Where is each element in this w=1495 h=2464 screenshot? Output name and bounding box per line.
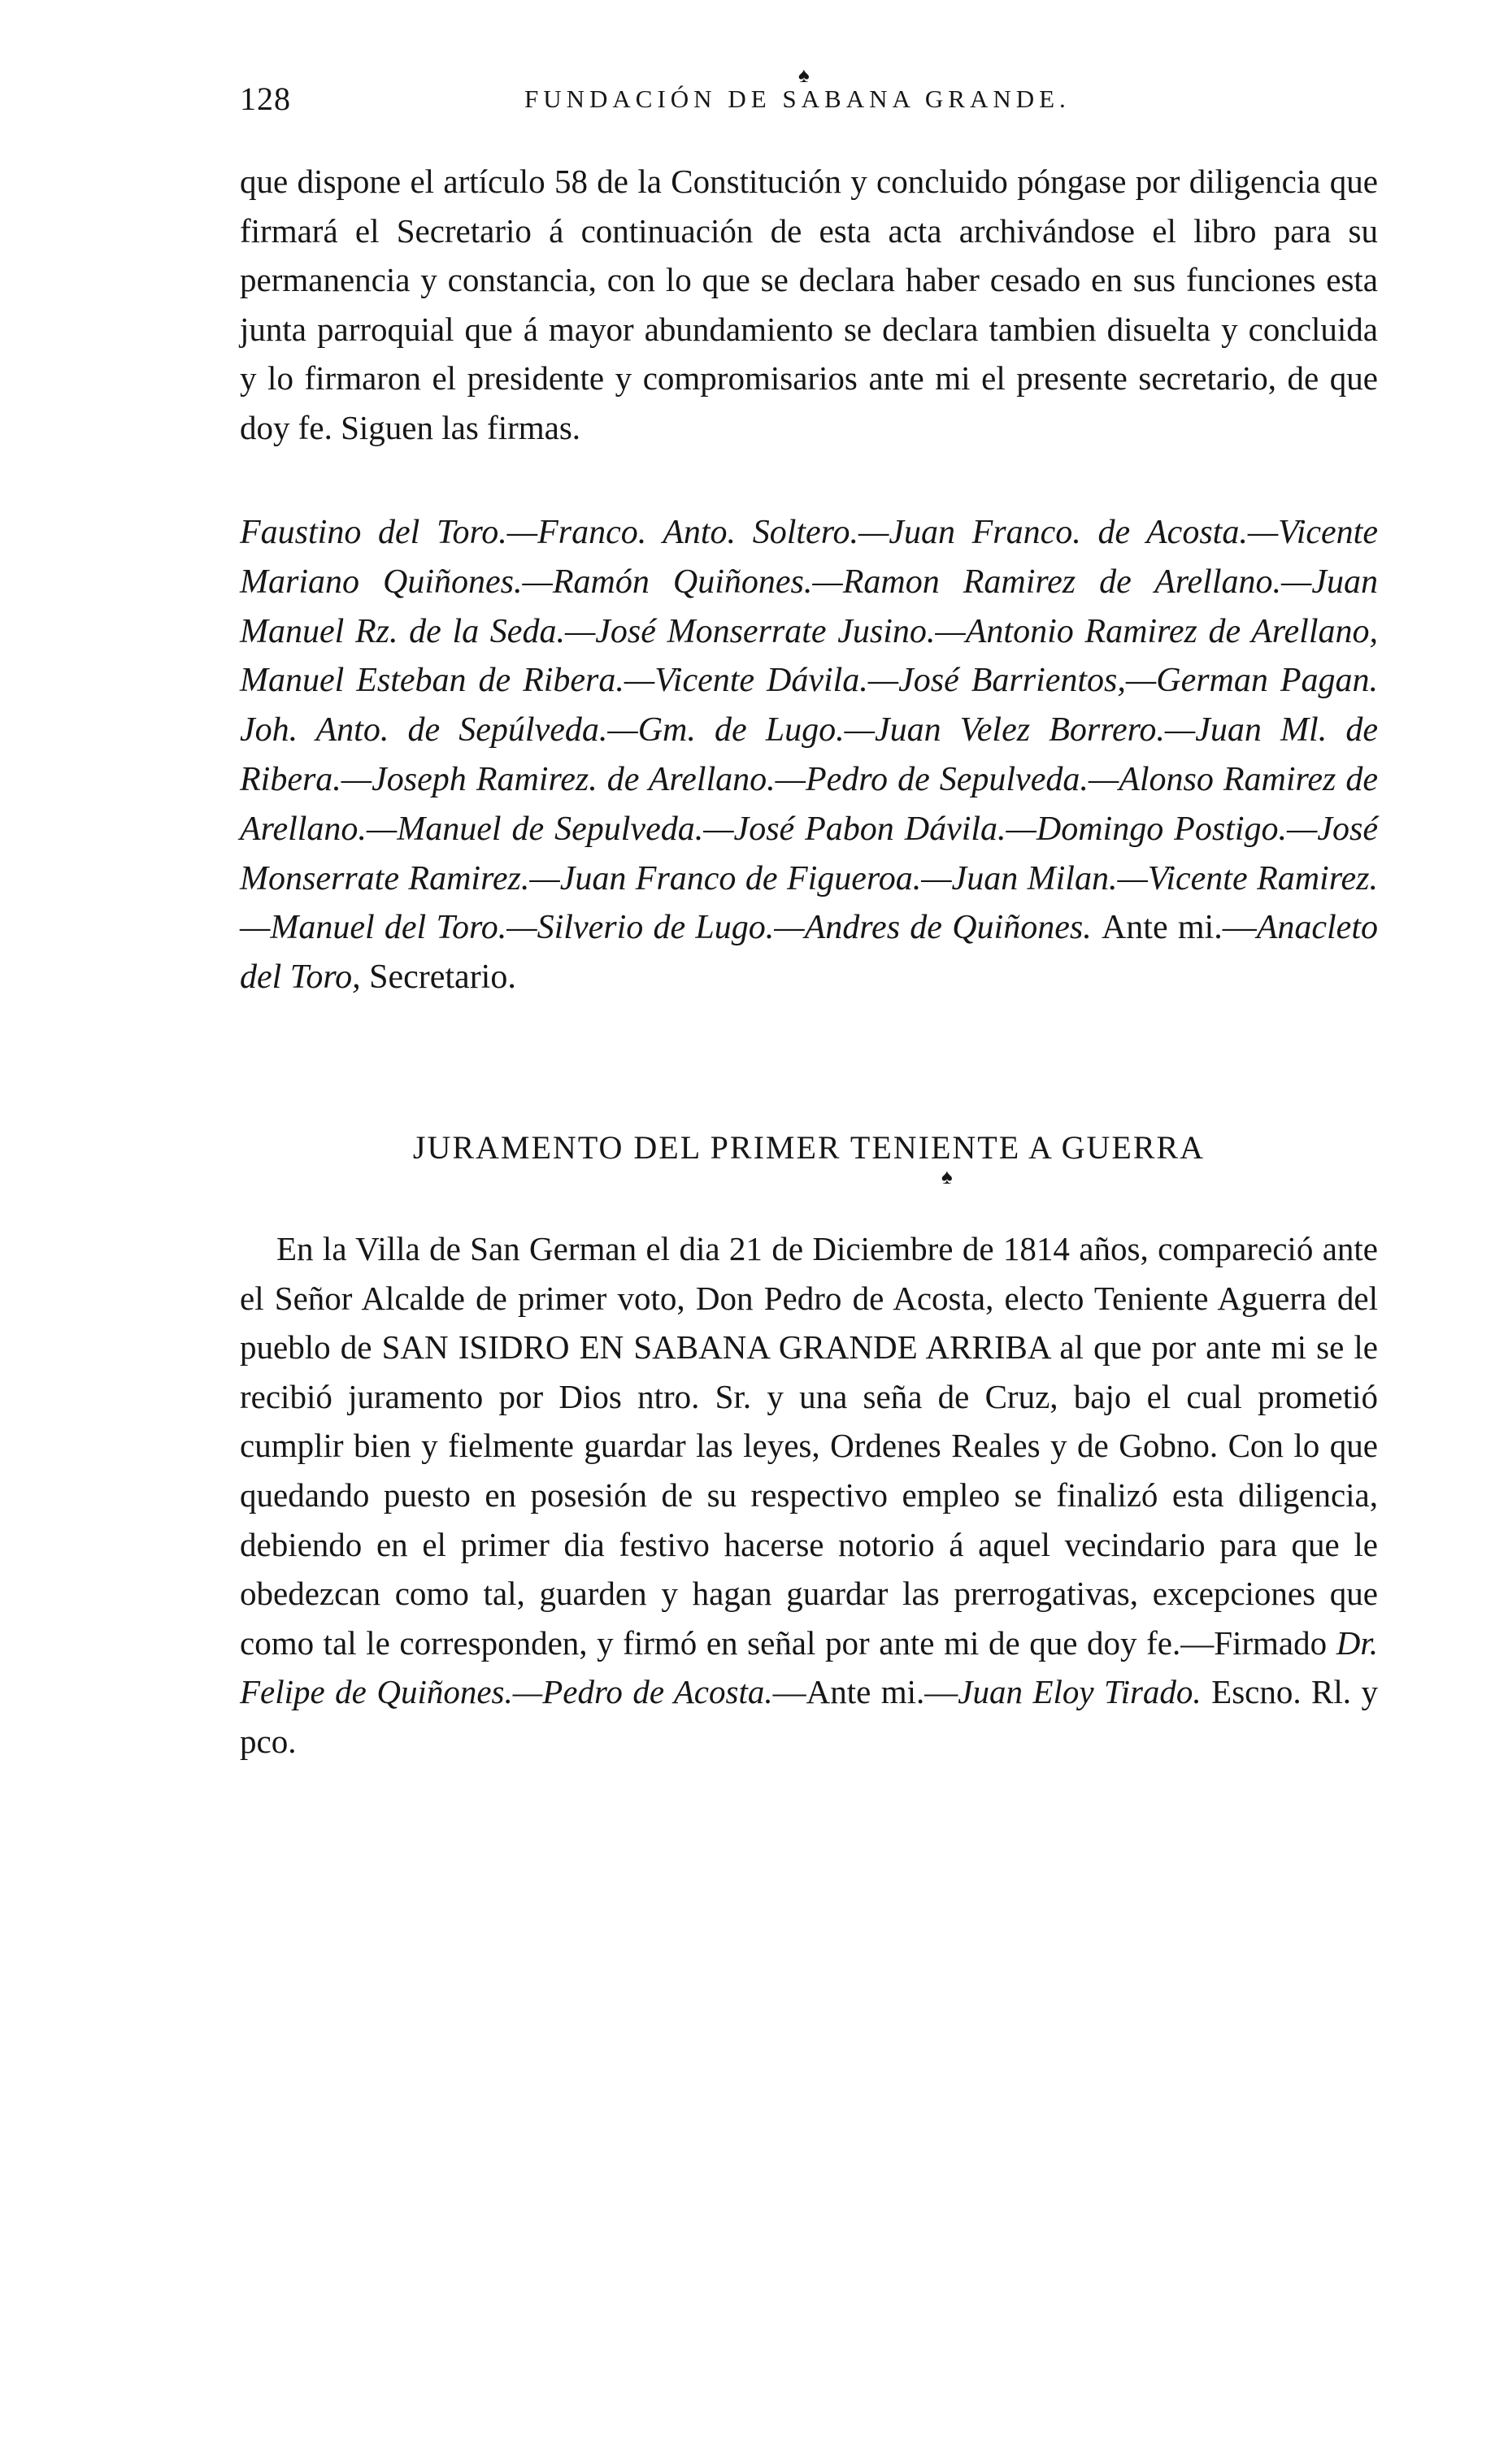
secretary-title: Secretario. bbox=[369, 958, 516, 997]
signature-names: Faustino del Toro.—Franco. Anto. Soltero.—Juan Franco. de Acosta.—Vicente Mariano Quiñones.—Ramón Quiñones.—Ramon Ramirez de Arellano.—Juan Manuel Rz. de la Seda.—José Monserrate Jusino.—Antonio Ramirez de Arellano, Manuel Esteban de Ribera.—Vicente Dávila.—José Barrientos,—German Pagan. Joh. Anto. de Sepúlveda.—Gm. de Lugo.—Juan Velez Borrero.—Juan Ml. de Ribera.—Joseph Ramirez. de Arellano.—Pedro de Sepulveda.—Alonso Ramirez de Arellano.—Manuel de Sepulveda.—José Pabon Dávila.—Domingo Postigo.—José Monserrate Ramirez.—Juan Franco de Figueroa.—Juan Milan.—Vicente Ramirez.—Manuel del Toro.—Silverio de Lugo.—Andres de Quiñones. bbox=[240, 514, 1378, 947]
oath-body: En la Villa de San German el dia 21 de Diciembre de 1814 años, compareció ante el Señor Alcalde de primer voto, Don Pedro de Acosta, electo Teniente Aguerra del pueblo de SAN ISIDRO EN SABANA GRANDE ARRIBA al que por ante mi se le recibió juramento por Dios ntro. Sr. y una seña de Cruz, bajo el cual prometió cumplir bien y fielmente guardar las leyes, Ordenes Reales y de Gobno. Con lo que quedando puesto en posesión de su respectivo empleo se finalizó esta diligencia, debiendo en el primer dia festivo hacerse notorio á aquel vecindario para que le obedezcan como tal, guarden y hagan guardar las prerrogativas, excepciones que como tal le corresponden, y firmó en señal por ante mi de que doy fe.—Firmado bbox=[240, 1230, 1378, 1662]
section-heading: JURAMENTO DEL PRIMER TENIENTE A GUERRA bbox=[412, 1129, 1206, 1166]
oath-signer-2: Juan Eloy Tirado. bbox=[958, 1673, 1202, 1711]
ante-mi-label: Ante mi.— bbox=[1101, 909, 1257, 947]
paragraph-act-conclusion: que dispone el artículo 58 de la Constitución y concluido póngase por diligencia que firmará el Secretario á continuación de esta acta archivándose el libro para su permanencia y constancia, con lo que se declara haber cesado en sus funciones esta junta parroquial que á mayor abundamiento se declara tambien disuelta y concluida y lo firmaron el presidente y compromisarios ante mi el presente secretario, de que doy fe. Siguen las firmas. bbox=[240, 163, 1378, 446]
header-ornament-icon: ♠ bbox=[798, 63, 810, 87]
page-number: 128 bbox=[240, 80, 291, 117]
oath-closing: Escno. Rl. y pco. bbox=[240, 1673, 1379, 1760]
signatures-block bbox=[240, 508, 1378, 1002]
running-title: FUNDACIÓN DE SABANA GRANDE. bbox=[524, 85, 1071, 113]
heading-ornament-icon: ♠ bbox=[941, 1165, 953, 1189]
secretary-name: Anacleto del Toro, bbox=[240, 909, 1378, 997]
oath-signer-1: Dr. Felipe de Quiñones.—Pedro de Acosta. bbox=[240, 1623, 1378, 1711]
paragraph-oath bbox=[240, 1224, 1378, 1767]
oath-ante-mi: —Ante mi.— bbox=[772, 1673, 958, 1711]
